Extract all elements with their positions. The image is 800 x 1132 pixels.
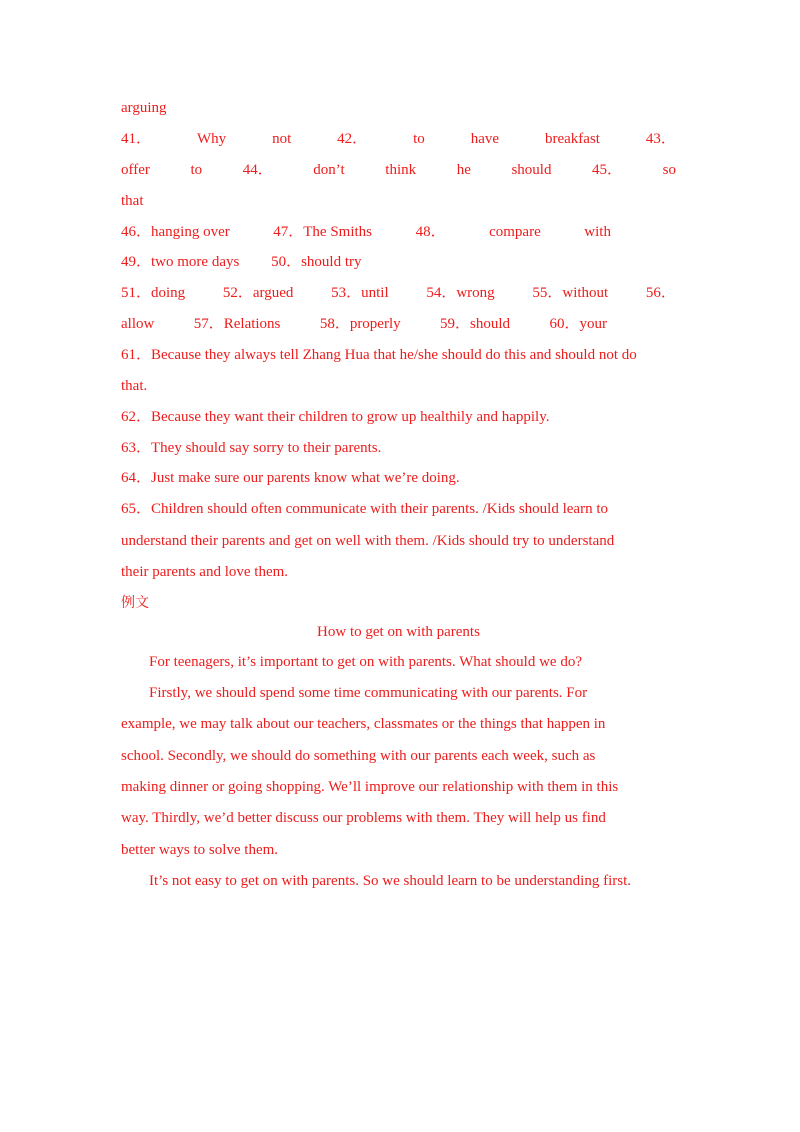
- answer-item: 43．: [645, 131, 676, 147]
- answer-item: so: [662, 162, 676, 178]
- answer-item: don’t: [313, 162, 345, 178]
- answer-61-line2: that.: [121, 378, 148, 394]
- essay-paragraph-2-line3: school. Secondly, we should do something with our parents each week, such as: [121, 748, 596, 764]
- answer-item: compare: [489, 224, 541, 240]
- answer-item: 50．should try: [271, 254, 362, 270]
- answer-item: to: [190, 162, 203, 178]
- answer-65-line2: understand their parents and get on well with them. /Kids should try to understand: [121, 533, 615, 549]
- answer-item: breakfast: [545, 131, 600, 147]
- answer-item: 51．doing: [121, 285, 186, 301]
- answer-item: offer: [121, 162, 150, 178]
- answer-65-line1: 65．Children should often communicate with their parents. /Kids should learn to: [121, 501, 608, 517]
- answer-item: 54．wrong: [426, 285, 495, 301]
- essay-paragraph-2-line5: way. Thirdly, we’d better discuss our problems with them. They will help us find: [121, 810, 606, 826]
- answer-line-that: that: [121, 193, 144, 209]
- answer-item: 47．The Smiths: [273, 224, 373, 240]
- essay-paragraph-1: For teenagers, it’s important to get on with parents. What should we do?: [149, 654, 582, 670]
- answer-item: have: [470, 131, 500, 147]
- answer-line-arguing: arguing: [121, 100, 167, 116]
- answer-row-41: [121, 129, 676, 149]
- essay-label: 例文: [121, 595, 149, 611]
- answer-61-line1: 61．Because they always tell Zhang Hua that he/she should do this and should not do: [121, 347, 637, 363]
- essay-paragraph-2-line2: example, we may talk about our teachers, classmates or the things that happen in: [121, 716, 606, 732]
- essay-title: How to get on with parents: [317, 624, 480, 640]
- answer-item: with: [584, 224, 611, 240]
- answer-item: 52．argued: [222, 285, 294, 301]
- answer-row-43: [121, 160, 676, 180]
- answer-item: 41．: [121, 131, 152, 147]
- answer-item: 55．without: [532, 285, 609, 301]
- answer-row-56: [121, 314, 607, 334]
- answer-item: 48．: [415, 224, 446, 240]
- answer-item: Why: [196, 131, 227, 147]
- answer-row-46: [121, 222, 611, 242]
- answer-item: 53．until: [331, 285, 389, 301]
- answer-item: he: [456, 162, 471, 178]
- answer-item: allow: [121, 316, 155, 332]
- answer-62: 62．Because they want their children to grow up healthily and happily.: [121, 409, 550, 425]
- answer-item: 46．hanging over: [121, 224, 230, 240]
- answer-63: 63．They should say sorry to their parents.: [121, 440, 382, 456]
- answer-item: 42．: [337, 131, 368, 147]
- answer-item: 56．: [645, 285, 676, 301]
- answer-item: 44．: [242, 162, 273, 178]
- answer-item: 49．two more days: [121, 254, 240, 270]
- answer-item: to: [413, 131, 425, 147]
- answer-item: 60．your: [549, 316, 607, 332]
- answer-item: not: [272, 131, 292, 147]
- answer-item: 58．properly: [319, 316, 401, 332]
- answer-item: 45．: [592, 162, 623, 178]
- essay-paragraph-2-line6: better ways to solve them.: [121, 842, 279, 858]
- essay-paragraph-2-line4: making dinner or going shopping. We’ll improve our relationship with them in this: [121, 779, 619, 795]
- answer-64: 64．Just make sure our parents know what we’re doing.: [121, 470, 460, 486]
- answer-item: think: [385, 162, 417, 178]
- answer-item: 59．should: [440, 316, 511, 332]
- answer-65-line3: their parents and love them.: [121, 564, 289, 580]
- answer-row-49: [121, 252, 676, 272]
- essay-paragraph-2-line1: Firstly, we should spend some time communicating with our parents. For: [149, 685, 588, 701]
- answer-row-51: [121, 283, 676, 303]
- answer-item: should: [511, 162, 552, 178]
- answer-item: 57．Relations: [193, 316, 281, 332]
- essay-paragraph-3: It’s not easy to get on with parents. So we should learn to be understanding first.: [149, 873, 631, 889]
